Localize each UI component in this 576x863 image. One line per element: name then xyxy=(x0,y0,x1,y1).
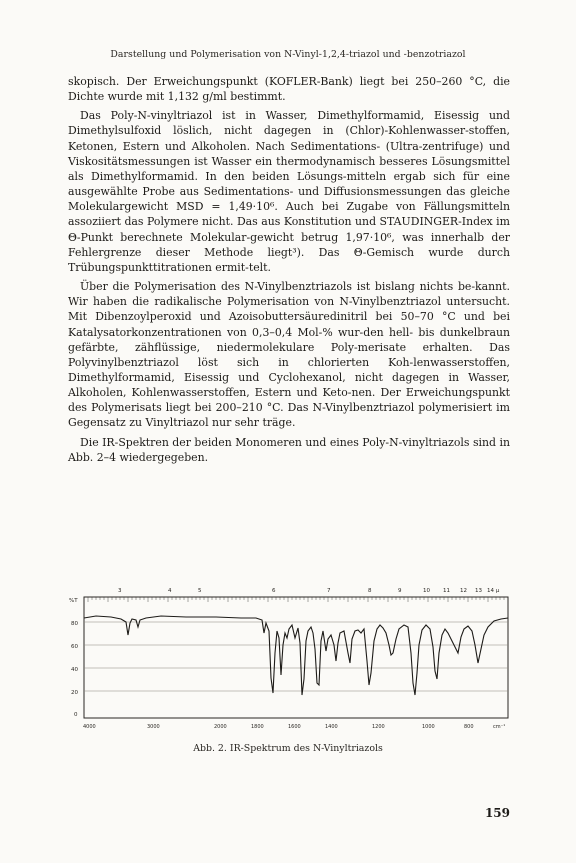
bottom-label-1000: 1000 xyxy=(422,724,435,730)
y-label-40: 40 xyxy=(71,667,78,673)
top-label-10: 10 xyxy=(423,588,430,594)
top-label-11: 11 xyxy=(443,588,450,594)
bottom-label-1400: 1400 xyxy=(325,724,338,730)
top-label-13: 13 xyxy=(475,588,482,594)
bottom-label-1200: 1200 xyxy=(372,724,385,730)
bottom-label-800: 800 xyxy=(464,724,474,730)
top-label-14: 14 μ xyxy=(487,588,500,594)
running-head: Darstellung und Polymerisation von N-Vinyl-1,2,4-triazol und -benzotriazol xyxy=(110,49,466,60)
body-text xyxy=(68,74,510,469)
y-label-60: 60 xyxy=(71,644,78,650)
bottom-label-3000: 3000 xyxy=(147,724,160,730)
bottom-label-1600: 1600 xyxy=(288,724,301,730)
paragraph-1: skopisch. Der Erweichungspunkt (KOFLER-Bank) liegt bei 250–260 °C, die Dichte wurde mit 1,132 g/ml bestimmt. xyxy=(68,75,510,104)
bottom-label-2000: 2000 xyxy=(214,724,227,730)
top-label-9: 9 xyxy=(398,588,402,594)
top-label-3: 3 xyxy=(118,588,122,594)
top-label-8: 8 xyxy=(368,588,372,594)
grid-lines xyxy=(84,622,508,691)
bottom-label-unit: cm⁻¹ xyxy=(493,724,506,730)
top-label-5: 5 xyxy=(198,588,202,594)
y-axis-unit: %T xyxy=(69,598,78,604)
figure-caption: Abb. 2. IR-Spektrum des N-Vinyltriazols xyxy=(193,743,383,754)
paragraph-2: Das Poly-N-vinyltriazol ist in Wasser, Dimethylformamid, Eisessig und Dimethylsulfoxid löslich, nicht dagegen in (Chlor)-Kohlenwasser-stoffen, Ketonen, Estern und Alkoholen. Nach Sedimentations- (Ultra-zentrifuge) und Viskositätsmessungen ist Wasser ein thermodynamisch besseres Lösungsmittel als Dimethylformamid. In den beiden Lösungs-mitteln ergab sich für eine ausgewählte Probe aus Sedimentations- und Diffusionsmessungen das gleiche Molekulargewicht MSD = 1,49·10⁶. Auch bei Zugabe von Fällungsmitteln assoziiert das Polymere nicht. Das aus Konstitution und STAUDINGER-Index im Θ-Punkt berechnete Molekular-gewicht betrug 1,97·10⁶, was innerhalb der Fehlergrenze dieser Methode liegt³). Das Θ-Gemisch wurde durch Trübungspunkttitrationen ermit-telt. xyxy=(68,109,510,274)
top-label-4: 4 xyxy=(168,588,172,594)
bottom-label-1800: 1800 xyxy=(251,724,264,730)
y-label-20: 20 xyxy=(71,690,78,696)
bottom-label-4000: 4000 xyxy=(83,724,96,730)
y-label-80: 80 xyxy=(71,621,78,627)
plot-frame xyxy=(84,597,508,718)
page-number: 159 xyxy=(484,806,510,820)
paragraph-4: Die IR-Spektren der beiden Monomeren und eines Poly-N-vinyltriazols sind in Abb. 2–4 wiedergegeben. xyxy=(68,435,510,464)
top-label-6: 6 xyxy=(272,588,276,594)
top-label-12: 12 xyxy=(460,588,467,594)
ir-spectrum-figure xyxy=(66,583,516,738)
transmittance-curve xyxy=(84,616,508,695)
ir-spectrum-plot xyxy=(66,583,516,738)
y-label-0: 0 xyxy=(74,712,78,718)
top-label-7: 7 xyxy=(327,588,331,594)
paragraph-3: Über die Polymerisation des N-Vinylbenztriazols ist bislang nichts be-kannt. Wir haben die radikalische Polymerisation von N-Vinylbenztriazol untersucht. Mit Dibenzoylperoxid und Azoisobuttersäuredinitril bei 50–70 °C und bei Katalysatorkonzentrationen von 0,3–0,4 Mol-% wur-den hell- bis dunkelbraun gefärbte, zähflüssige, niedermolekulare Poly-merisate erhalten. Das Polyvinylbenztriazol löst sich in chlorierten Koh-lenwasserstoffen, Dimethylformamid, Eisessig und Cyclohexanol, nicht dagegen in Wasser, Alkoholen, Kohlenwasserstoffen, Estern und Keto-nen. Der Erweichungspunkt des Polymerisats liegt bei 200–210 °C. Das N-Vinylbenztriazol polymerisiert im Gegensatz zu Vinyltriazol nur sehr träge. xyxy=(68,280,510,430)
top-axis-ticks xyxy=(88,597,504,602)
